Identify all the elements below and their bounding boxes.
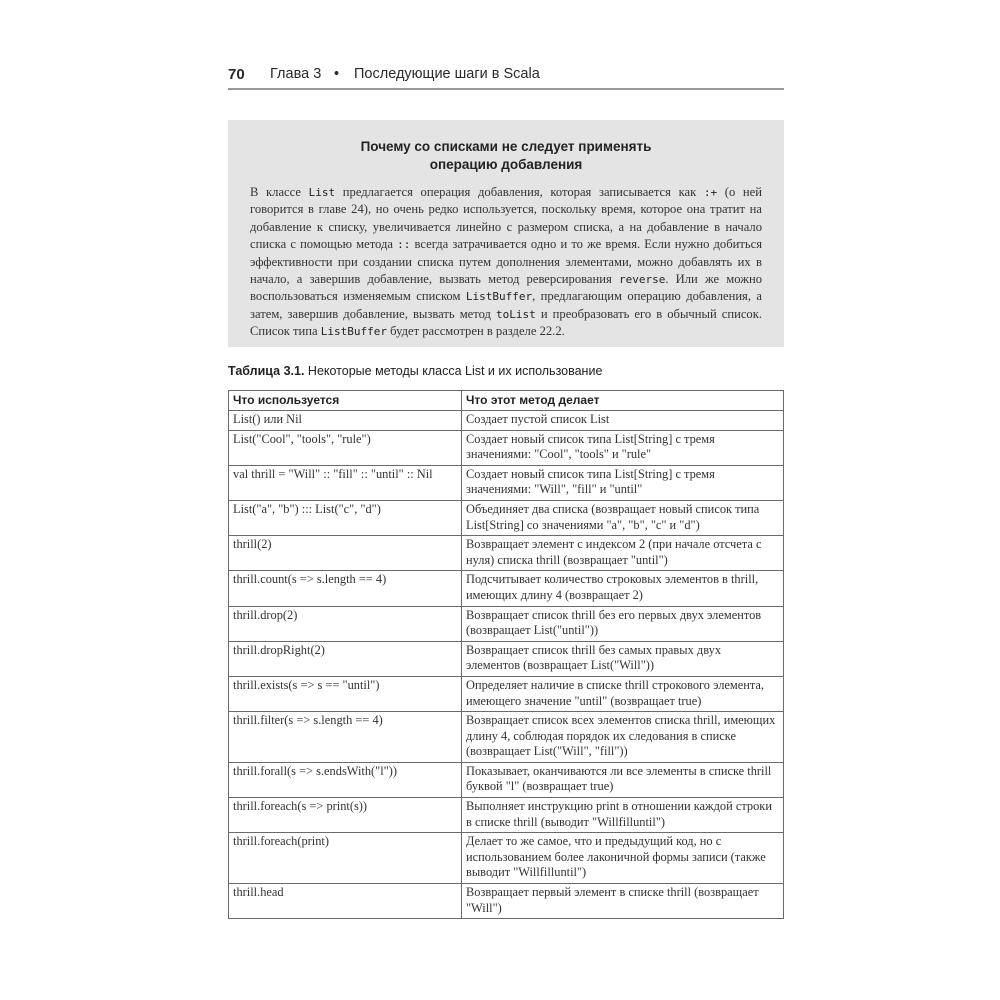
inline-code: :+ bbox=[703, 186, 718, 199]
cell-description: Показывает, оканчиваются ли все элементы в списке thrill буквой "l" (возвращает true) bbox=[462, 762, 784, 797]
inline-code: reverse bbox=[618, 273, 666, 287]
inline-code: ListBuffer bbox=[320, 325, 387, 339]
column-header-used: Что используется bbox=[229, 391, 462, 411]
cell-expression: thrill.head bbox=[229, 884, 462, 919]
cell-expression: List("Cool", "tools", "rule") bbox=[229, 430, 462, 465]
body-text: предлагается операция добавления, которая записывается как bbox=[335, 185, 704, 199]
table-body bbox=[229, 411, 784, 919]
chapter-label: Глава 3 bbox=[270, 66, 322, 82]
cell-description: Создает новый список типа List[String] с тремя значениями: "Will", "fill" и "until" bbox=[462, 465, 784, 500]
inline-code: toList bbox=[496, 307, 536, 321]
inline-code: :: bbox=[397, 238, 411, 252]
table-row bbox=[229, 641, 784, 676]
cell-description: Создает новый список типа List[String] с тремя значениями: "Cool", "tools" и "rule" bbox=[462, 430, 784, 465]
sidebar-note bbox=[228, 120, 784, 347]
methods-table bbox=[228, 390, 784, 919]
cell-description: Возвращает список thrill без самых правых двух элементов (возвращает List("Will")) bbox=[462, 641, 784, 676]
table-row bbox=[229, 884, 784, 919]
cell-expression: List() или Nil bbox=[229, 411, 462, 431]
cell-expression: thrill.drop(2) bbox=[229, 606, 462, 641]
table-caption-label: Таблица 3.1. bbox=[228, 364, 305, 378]
table-row bbox=[229, 762, 784, 797]
column-header-does: Что этот метод делает bbox=[462, 391, 784, 411]
cell-description: Выполняет инструкцию print в отношении каждой строки в списке thrill (выводит "Willfilluntil") bbox=[462, 798, 784, 833]
table-row bbox=[229, 676, 784, 711]
cell-description: Возвращает список всех элементов списка thrill, имеющих длину 4, соблюдая порядок их следования в списке (возвращает List("Will", "fill")) bbox=[462, 712, 784, 763]
sidebar-title-line2: операцию добавления bbox=[429, 157, 583, 172]
table-row bbox=[229, 430, 784, 465]
cell-expression: List("a", "b") ::: List("c", "d") bbox=[229, 500, 462, 535]
table-row bbox=[229, 712, 784, 763]
cell-description: Объединяет два списка (возвращает новый список типа List[String] со значениями "a", "b", "c" и "d") bbox=[462, 500, 784, 535]
table-caption bbox=[228, 364, 602, 378]
cell-description: Определяет наличие в списке thrill строкового элемента, имеющего значение "until" (возвращает true) bbox=[462, 676, 784, 711]
cell-expression: thrill.foreach(s => print(s)) bbox=[229, 798, 462, 833]
table-row bbox=[229, 833, 784, 884]
body-text: всегда затрачивается одно и то же время. Если нужно добиться эффективности при создании списка путем дополнения элементами, можно добавлять их в начало, а завершив добавление, вызвать метод реверсирования bbox=[250, 237, 763, 287]
body-text: В классе bbox=[250, 185, 309, 199]
cell-expression: thrill.count(s => s.length == 4) bbox=[229, 571, 462, 606]
page-number: 70 bbox=[228, 66, 245, 83]
body-text: и преобразовать его в обычный список. Список типа bbox=[250, 306, 762, 339]
table-row bbox=[229, 465, 784, 500]
body-text: (о ней говорится в главе 24), но очень редко используется, поскольку время, которое она тратит на добавление к списку, увеличивается линейно с размером списка, а на добавление в начало списка с помощью метода bbox=[250, 185, 762, 252]
sidebar-body bbox=[250, 184, 762, 341]
chapter-title: Последующие шаги в Scala bbox=[354, 66, 540, 82]
sidebar-title-line1: Почему со списками не следует применять bbox=[360, 139, 652, 154]
cell-expression: thrill.foreach(print) bbox=[229, 833, 462, 884]
cell-expression: thrill.filter(s => s.length == 4) bbox=[229, 712, 462, 763]
sidebar-title bbox=[250, 138, 762, 174]
inline-code: ListBuffer bbox=[465, 290, 533, 304]
table-caption-text: Некоторые методы класса List и их использование bbox=[304, 364, 603, 378]
body-text: будет рассмотрен в разделе 22.2. bbox=[387, 324, 565, 339]
table-row bbox=[229, 571, 784, 606]
header-separator: • bbox=[334, 66, 340, 82]
table-row bbox=[229, 411, 784, 431]
table-row bbox=[229, 798, 784, 833]
cell-expression: val thrill = "Will" :: "fill" :: "until" :: Nil bbox=[229, 465, 462, 500]
cell-description: Подсчитывает количество строковых элементов в thrill, имеющих длину 4 (возвращает 2) bbox=[462, 571, 784, 606]
cell-description: Возвращает элемент с индексом 2 (при начале отсчета с нуля) списка thrill (возвращает "until") bbox=[462, 536, 784, 571]
cell-expression: thrill(2) bbox=[229, 536, 462, 571]
cell-description: Возвращает список thrill без его первых двух элементов (возвращает List("until")) bbox=[462, 606, 784, 641]
table-header-row bbox=[229, 391, 784, 411]
cell-expression: thrill.forall(s => s.endsWith("l")) bbox=[229, 762, 462, 797]
running-header bbox=[228, 64, 784, 90]
cell-description: Возвращает первый элемент в списке thrill (возвращает "Will") bbox=[462, 884, 784, 919]
cell-description: Создает пустой список List bbox=[462, 411, 784, 431]
cell-description: Делает то же самое, что и предыдущий код, но с использованием более лаконичной формы записи (также выводит "Willfilluntil") bbox=[462, 833, 784, 884]
cell-expression: thrill.exists(s => s == "until") bbox=[229, 676, 462, 711]
body-text: . Или же можно воспользоваться изменяемым списком bbox=[250, 272, 763, 304]
body-text: , предлагающим операцию добавления, а затем, завершив добавление, вызвать метод bbox=[250, 289, 763, 321]
table-row bbox=[229, 536, 784, 571]
table-row bbox=[229, 500, 784, 535]
inline-code: List bbox=[308, 186, 336, 199]
table-row bbox=[229, 606, 784, 641]
cell-expression: thrill.dropRight(2) bbox=[229, 641, 462, 676]
